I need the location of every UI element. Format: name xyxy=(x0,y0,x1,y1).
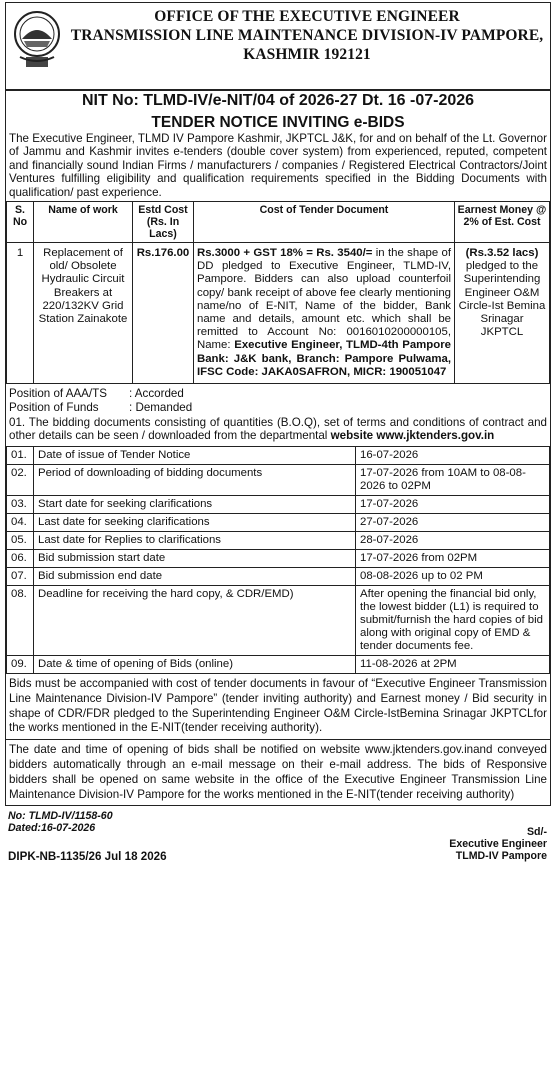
schedule-date: 11-08-2026 at 2PM xyxy=(356,656,550,674)
intro-paragraph: The Executive Engineer, TLMD IV Pampore Kashmir, JKPTCL J&K, for and on behalf of the Lt. Governor of Jammu and Kashmir invites e-tenders (double cover system) from experienced, reputed, competent and financially sound Indian Firms / manufacturers / companies / Registered Electrical Contractors/Joint Ventures fulfilling eligibility and qualification requirements specified in the Bidding Documents with qualification/ past experience. xyxy=(9,132,547,199)
cell-estd: Rs.176.00 xyxy=(133,243,194,384)
schedule-no: 02. xyxy=(7,465,34,496)
schedule-date: 17-07-2026 from 02PM xyxy=(356,550,550,568)
office-line-1: OFFICE OF THE EXECUTIVE ENGINEER xyxy=(154,8,460,25)
tender-notice xyxy=(5,2,551,868)
table-row xyxy=(7,550,550,568)
schedule-desc: Bid submission end date xyxy=(34,568,356,586)
emd-amount: (Rs.3.52 lacs) xyxy=(465,247,539,260)
bid-paragraph-2: The date and time of opening of bids shall be notified on website www.jktenders.gov.inand conveyed bidders automatically through an e-mail message on their e-mail address. The bids of Responsive bidders shall be opened on same website in the office of the Executive Engineer Transmission Line Maintenance Division-IV Pampore for the works mentioned in the E-NIT(tender receiving authority) xyxy=(9,743,547,801)
th-estd: Estd Cost (Rs. In Lacs) xyxy=(133,202,194,243)
schedule-no: 07. xyxy=(7,568,34,586)
ref-number: No: TLMD-IV/1158-60 xyxy=(8,810,113,823)
clause-01: 01. The bidding documents consisting of quantities (B.O.Q), set of terms and conditions of contract and other details can be seen / downloaded from the departmental website www.jktenders.gov.in xyxy=(9,415,547,443)
table-row xyxy=(7,568,550,586)
schedule-no: 09. xyxy=(7,656,34,674)
position-aaa: Position of AAA/TS : Accorded xyxy=(9,387,184,401)
th-work: Name of work xyxy=(34,202,133,243)
office-heading xyxy=(68,7,546,64)
website-link[interactable]: website www.jktenders.gov.in xyxy=(330,429,495,443)
ref-date: Dated:16-07-2026 xyxy=(8,822,96,835)
table-row xyxy=(7,243,550,384)
cell-cost xyxy=(194,243,455,384)
position-funds: Position of Funds : Demanded xyxy=(9,401,193,415)
schedule-date: 27-07-2026 xyxy=(356,514,550,532)
work-table xyxy=(6,201,550,384)
th-cost: Cost of Tender Document xyxy=(194,202,455,243)
schedule-desc: Period of downloading of bidding documents xyxy=(34,465,356,496)
nit-number: NIT No: TLMD-IV/e-NIT/04 of 2026-27 Dt. 16 -07-2026 xyxy=(6,90,550,112)
notice-title: TENDER NOTICE INVITING e-BIDS xyxy=(151,114,405,131)
th-emd: Earnest Money @ 2% of Est. Cost xyxy=(455,202,550,243)
signature-office: TLMD-IV Pampore xyxy=(455,850,547,863)
footer xyxy=(5,806,551,868)
schedule-no: 06. xyxy=(7,550,34,568)
position-block xyxy=(6,384,550,416)
signature-block xyxy=(449,826,547,862)
schedule-desc: Bid submission start date xyxy=(34,550,356,568)
signature-sd: Sd/- xyxy=(526,826,547,839)
cell-emd xyxy=(455,243,550,384)
th-sno: S. No xyxy=(7,202,34,243)
schedule-no: 04. xyxy=(7,514,34,532)
dipk-number: DIPK-NB-1135/26 Jul 18 2026 xyxy=(8,850,167,864)
schedule-date: 17-07-2026 xyxy=(356,496,550,514)
jk-emblem-icon xyxy=(12,9,62,71)
schedule-date: 17-07-2026 from 10AM to 08-08-2026 to 02PM xyxy=(356,465,550,496)
table-row xyxy=(7,465,550,496)
schedule-desc: Last date for seeking clarifications xyxy=(34,514,356,532)
header xyxy=(5,2,551,89)
cell-sno: 1 xyxy=(7,243,34,384)
bid-paragraph-1: Bids must be accompanied with cost of tender documents in favour of “Executive Engineer Transmission Line Maintenance Division-IV Pampore” (tender inviting authority) and Earnest money / Bid security in shape of CDR/FDR pledged to the Superintending Engineer O&M Circle-IstBemina Srinagar JKPTCLfor the works mentioned in the E-NIT(tender receiving authority). xyxy=(6,674,550,740)
table-row xyxy=(7,532,550,550)
schedule-no: 08. xyxy=(7,586,34,656)
emd-text: pledged to the Superintending Engineer O&M Circle-Ist Bemina Srinagar JKPTCL xyxy=(458,260,546,339)
schedule-desc: Deadline for receiving the hard copy, & CDR/EMD) xyxy=(34,586,356,656)
schedule-date: After opening the financial bid only, the lowest bidder (L1) is required to submit/furnish the hard copies of bid along with original copy of EMD & tender documents fee. xyxy=(356,586,550,656)
schedule-desc: Date of issue of Tender Notice xyxy=(34,447,356,465)
table-row xyxy=(7,496,550,514)
reference xyxy=(8,810,113,834)
table-row xyxy=(7,656,550,674)
schedule-no: 01. xyxy=(7,447,34,465)
cost-bank-details: Executive Engineer, TLMD-4th Pampore Bank: J&K bank, Branch: Pampore Pulwama, IFSC Code: JAKA0SAFRON, MICR: 190051047 xyxy=(197,339,451,378)
table-row xyxy=(7,514,550,532)
schedule-table xyxy=(6,446,550,674)
notice-body xyxy=(5,89,551,806)
schedule-desc: Last date for Replies to clarifications xyxy=(34,532,356,550)
schedule-date: 08-08-2026 up to 02 PM xyxy=(356,568,550,586)
schedule-date: 16-07-2026 xyxy=(356,447,550,465)
signature-title: Executive Engineer xyxy=(449,838,547,851)
cost-text: in the shape of DD pledged to Executive Engineer, TLMD-IV, Pampore. Bidders can also upload counterfoil copy/ bank receipt of above fee clearly mentioning name/no of E-NIT, Name of the bidder, Bank name and details, amount etc. which shall be remitted to Account No: 0016010200000105, Name: xyxy=(197,247,451,352)
office-line-3: KASHMIR 192121 xyxy=(243,46,371,63)
schedule-date: 28-07-2026 xyxy=(356,532,550,550)
office-line-2: TRANSMISSION LINE MAINTENANCE DIVISION-IV PAMPORE, xyxy=(70,27,544,44)
cell-work: Replacement of old/ Obsolete Hydraulic Circuit Breakers at 220/132KV Grid Station Zainakote xyxy=(34,243,133,384)
cost-amount: Rs.3000 + GST 18% = Rs. 3540/= xyxy=(197,247,373,260)
schedule-desc: Start date for seeking clarifications xyxy=(34,496,356,514)
table-row xyxy=(7,447,550,465)
schedule-no: 05. xyxy=(7,532,34,550)
schedule-no: 03. xyxy=(7,496,34,514)
table-row xyxy=(7,586,550,656)
schedule-desc: Date & time of opening of Bids (online) xyxy=(34,656,356,674)
